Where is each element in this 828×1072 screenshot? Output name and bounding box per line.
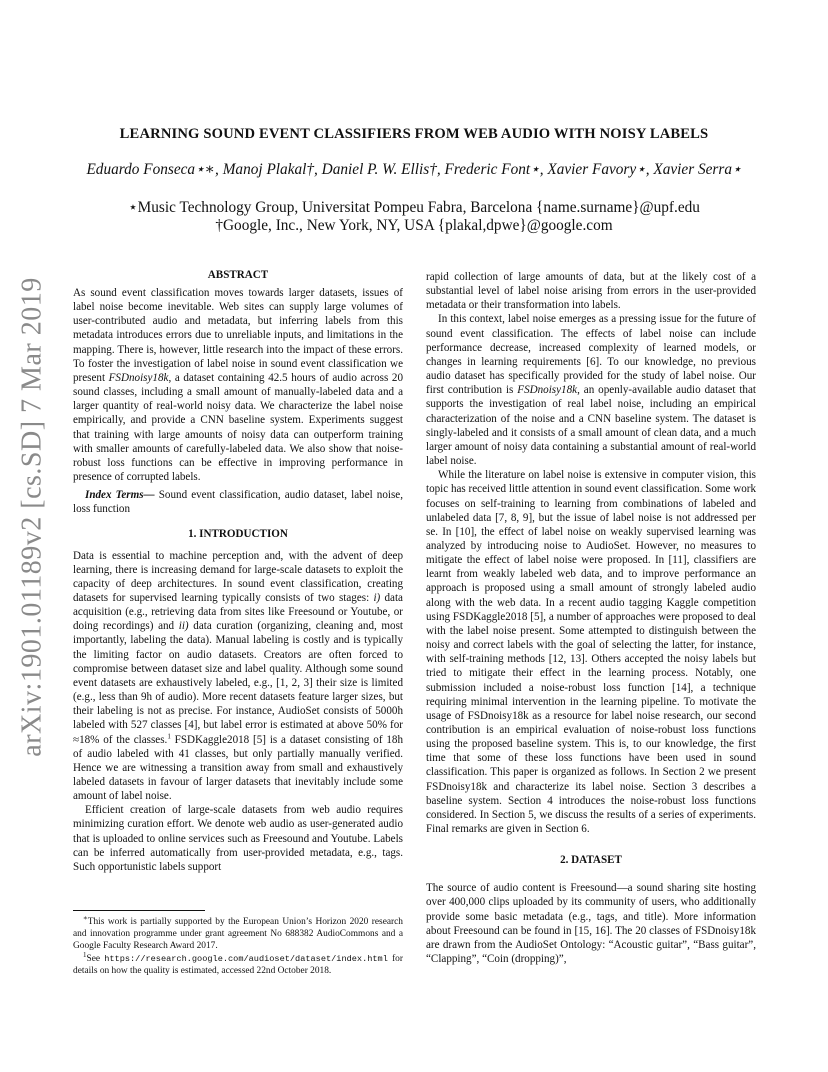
abstract-text-part: As sound event classification moves towards larger datasets, issues of label noise become inevitable. Web sites can supply large volumes of user-contributed audio and metadata, but inferring labels from this metadata introduces errors due to unreliable inputs, and limitations in the mapping. There is, however, little research into the impact of these errors. To foster the investigation of label noise in sound event classification we present xyxy=(73,287,403,384)
paper-title: LEARNING SOUND EVENT CLASSIFIERS FROM WEB AUDIO WITH NOISY LABELS xyxy=(119,126,709,142)
index-terms-text: Sound event classification, audio dataset, label noise, loss function xyxy=(73,489,403,516)
intro-stage-marker: ii) xyxy=(178,620,189,633)
author-list: Eduardo Fonseca⋆∗, Manoj Plakal†, Daniel P. W. Ellis†, Frederic Font⋆, Xavier Favory⋆, Xavier Serra⋆ xyxy=(86,161,742,178)
right-text-part: , an openly-available audio dataset that supports the investigation of real label noise, including an empirical characterization of the noise and a CNN baseline system. The dataset is singly-labeled and it consists of a small amount of clean data, and a much larger amount of noisy data containing a substantial amount of real-world label noise. xyxy=(426,384,756,468)
introduction-paragraph-1 xyxy=(73,549,403,804)
arxiv-identifier-text: arXiv:1901.01189v2 [cs.SD] 7 Mar 2019 xyxy=(17,277,48,757)
footnote-1 xyxy=(73,950,403,977)
abstract-heading: ABSTRACT xyxy=(207,269,269,281)
footnote-funding xyxy=(73,913,403,953)
intro-text-part: data acquisition (e.g., retrieving data from sites like Freesound or Youtube, or doing recordings) and xyxy=(73,591,403,633)
affiliation-upf: ⋆Music Technology Group, Universitat Pompeu Fabra, Barcelona {name.surname}@upf.edu xyxy=(128,199,700,216)
intro-text-part: Data is essential to machine perception and, with the advent of deep learning, there is increasing demand for large-scale datasets to exploit the capacity of deep architectures. In sound event classification, creating datasets for supervised learning typically consists of two stages: xyxy=(73,549,403,604)
right-paragraph-3: While the literature on label noise is extensive in computer vision, this topic has received little attention in sound event classification. Some work focuses on self-training to learning from combinations of labeled and unlabeled data [7, 8, 9], but the issue of label noise is not addressed per se. In [10], the effect of label noise on weakly supervised learning was analyzed by introducing noise to AudioSet. However, no measures to mitigate the effect of label noise were proposed. In [11], classifiers are learnt from weakly labeled web data, and to improve performance an approach is proposed using a small amount of strongly labeled audio along with the web data. In a recent audio tagging Kaggle competition using FSDKaggle2018 [5], a number of approaches were proposed to deal with the label noise present. Some attempted to distinguish between the noisy and correct labels with the goal of selecting the latter, for instance, with self-training methods [12, 13]. Others accepted the noisy labels but tried to mitigate their effect in the learning process. Notably, one submission included a noise-robust loss function [14], a technique requiring minimal intervention in the learning pipeline. To motivate the usage of FSDnoisy18k as a resource for label noise research, our second contribution is an empirical evaluation of noise-robust loss functions using the proposed baseline system. This is, to our knowledge, the first time that some of these loss functions have been used in sound classification. This paper is organized as follows. In Section 2 we present FSDnoisy18k and characterize its label noise. Section 3 describes a baseline system. Section 4 introduces the noise-robust loss functions considered. In Section 5, we discuss the results of a series of experiments. Final remarks are given in Section 6. xyxy=(426,469,756,836)
abstract-paragraph xyxy=(73,286,403,484)
dataset-paragraph-1: The source of audio content is Freesound—a sound sharing site hosting over 400,000 clips uploaded by its community of users, who additionally provide some basic metadata (e.g., tags, and title). More information about Freesound can be found in [15, 16]. The 20 classes of FSDnoisy18k are drawn from the AudioSet Ontology: “Acoustic guitar”, “Bass guitar”, “Clapping”, “Coin (dropping)”, xyxy=(426,882,756,966)
intro-text-part: FSDKaggle2018 [5] is a dataset consisting of 18h of audio labeled with 41 classes, but only partially manually verified. Hence we are witnessing a transition away from small and exhaustively labeled datasets in favour of larger datasets that inevitably include some amount of label noise. xyxy=(73,733,403,803)
right-column xyxy=(426,270,756,966)
introduction-paragraph-2: Efficient creation of large-scale datasets from web audio requires minimizing curation effort. We denote web audio as user-generated audio that is uploaded to online services such as Freesound and Youtube. Labels can be inferred automatically from user-provided metadata, e.g., tags. Such opportunistic labels support xyxy=(73,804,403,873)
footnote-1-suffix: for details on how the quality is estimated, accessed 22nd October 2018. xyxy=(73,953,403,976)
arxiv-identifier-stamp xyxy=(4,277,62,757)
right-text-part: In this context, label noise emerges as a pressing issue for the future of sound event classification. The effects of label noise can include performance decrease, increased complexity of learned models, or changes in learning requirements [6]. To our knowledge, no previous audio dataset has specifically provided for the study of label noise. Our first contribution is xyxy=(426,313,756,397)
footnotes xyxy=(73,910,403,977)
footnote-mark: ∗ xyxy=(83,913,88,922)
intro-stage-marker: i) xyxy=(373,591,381,604)
right-paragraph-1: rapid collection of large amounts of data, but at the likely cost of a substantial level of label noise arising from errors in the user-provided metadata or their transformation into labels. xyxy=(426,271,756,312)
footnote-mark: 1 xyxy=(83,950,87,959)
footnote-rule xyxy=(73,910,205,911)
affiliation-google: †Google, Inc., New York, NY, USA {plakal,dpwe}@google.com xyxy=(215,217,613,234)
dataset-name-emphasis: FSDnoisy18k xyxy=(108,371,169,384)
footnote-1-url[interactable]: https://research.google.com/audioset/dataset/index.html xyxy=(104,953,388,964)
right-paragraph-2 xyxy=(426,312,756,468)
dataset-name-emphasis: FSDnoisy18k xyxy=(517,384,578,397)
footnote-1-prefix: See xyxy=(86,953,105,964)
dataset-heading: 2. DATASET xyxy=(560,854,622,867)
index-terms xyxy=(73,488,403,516)
footnote-funding-text: This work is partially supported by the European Union’s Horizon 2020 research and innovation programme under grant agreement No 688382 AudioCommons and a Google Faculty Research Award 2017. xyxy=(73,917,403,952)
abstract-text-part: , a dataset containing 42.5 hours of audio across 20 sound classes, including a small amount of manually-labeled data and a larger quantity of real-world noisy data. We characterize the label noise empirically, and provide a CNN baseline system. Experiments suggest that training with large amounts of noisy data can outperform training with smaller amounts of carefully-labeled data. We also show that noise-robust loss functions can be effective in improving performance in presence of corrupted labels. xyxy=(73,371,404,484)
intro-text-part: data curation (organizing, cleaning and, most importantly, labeling the data). Manual labeling is costly and is typically the limiting factor on audio datasets. Creators are often forced to compromise between dataset size and label quality. Although some sound event datasets are exhaustively labeled, e.g., [1, 2, 3] their size is limited (e.g., less than 9h of audio). More recent datasets feature larger sizes, but their labeling is not as precise. For instance, AudioSet consists of 5000h labeled with 527 classes [4], but label error is estimated at above 50% for ≈18% of the classes. xyxy=(73,620,403,746)
left-column xyxy=(73,268,403,874)
footnote-ref-1: 1 xyxy=(167,731,171,740)
index-terms-label: Index Terms— xyxy=(85,489,155,502)
introduction-heading: 1. INTRODUCTION xyxy=(188,527,288,540)
